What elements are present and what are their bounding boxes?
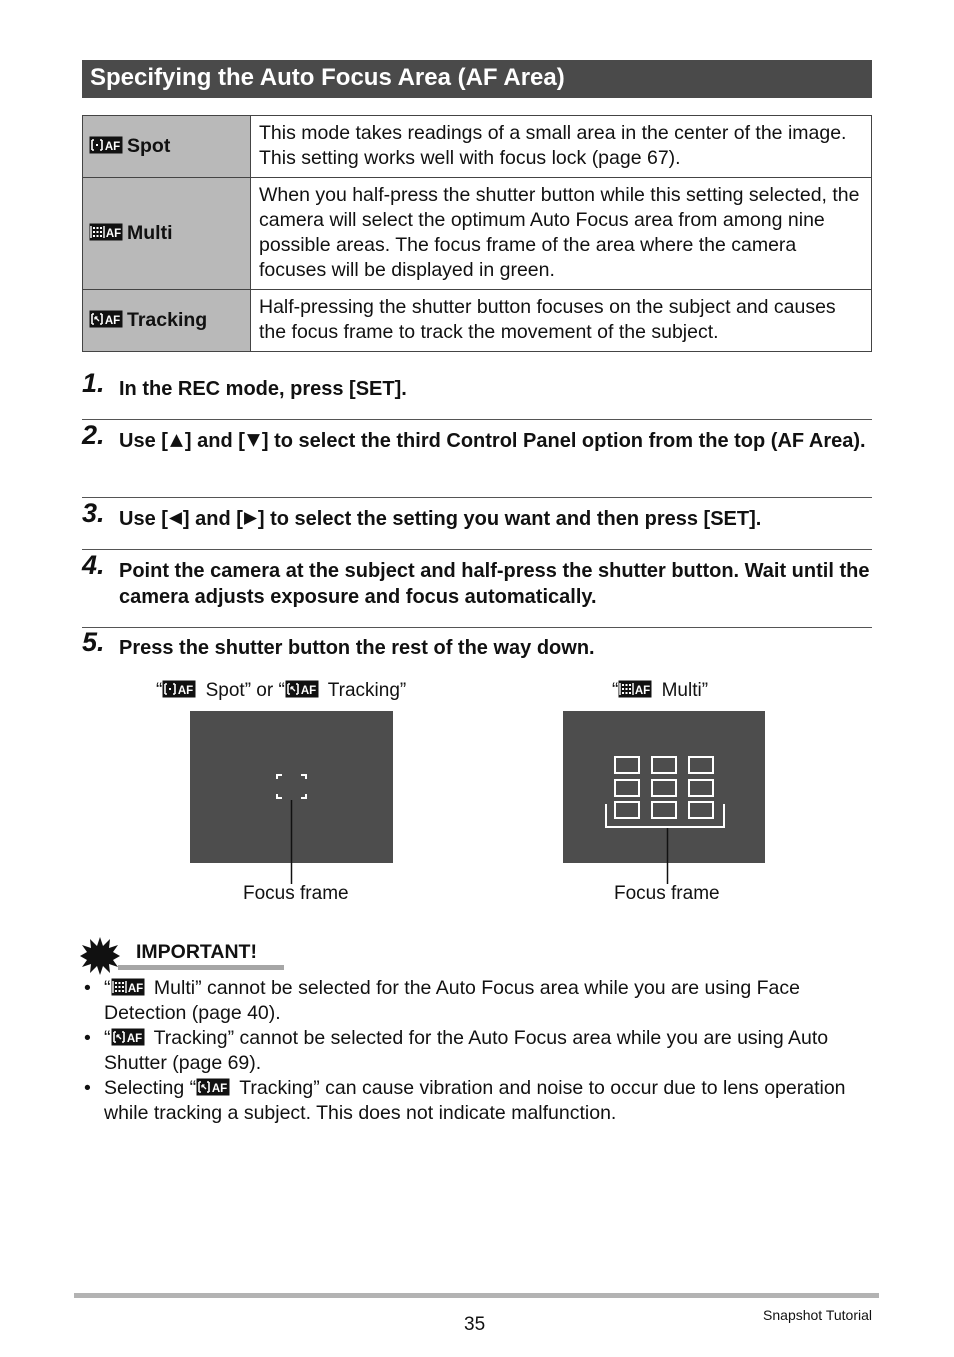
mode-description: When you half-press the shutter button while this setting selected, the camera will select the optimum Auto Focus area from among nine possible areas. The focus frame of the area where the camera focuses will be displayed in green. [251,178,872,290]
mode-description: This mode takes readings of a small area in the center of the image. This setting works well with focus lock (page 67). [251,116,872,178]
focus-frame-label-right: Focus frame [614,883,720,904]
page-title: Specifying the Auto Focus Area (AF Area) [90,64,565,91]
step-text: Point the camera at the subject and half-press the shutter button. Wait until the camera adjusts exposure and focus automatically. [119,560,870,608]
page-number: 35 [464,1314,486,1335]
step-text: Use [ ] and [ ] to select the setting you want and then press [SET]. [119,508,762,530]
step-number: 4. [82,550,105,580]
important-underline [118,965,284,970]
step-text: Press the shutter button the rest of the way down. [119,637,595,659]
figure-caption-right: “ Multi” [612,680,709,701]
list-item: • “ Tracking” cannot be selected for the Auto Focus area while you are using Auto Shutter (page 69). [84,1027,829,1074]
step-text: In the REC mode, press [SET]. [119,378,407,400]
important-list [84,976,874,1126]
mode-label: Multi [127,222,173,244]
mode-label: Tracking [127,309,208,331]
step-number: 2. [82,420,105,450]
figure-caption-left: “ Spot” or “ Tracking” [156,680,407,701]
footer-rule [74,1293,879,1298]
step-number: 5. [82,627,105,657]
af-multi-icon [111,978,145,996]
step-number: 1. [82,368,105,398]
mode-description: Half-pressing the shutter button focuses on the subject and causes the focus frame to track the movement of the subject. [251,290,872,352]
list-item: • “ Multi” cannot be selected for the Auto Focus area while you are using Face Detection (page 40). [84,977,800,1024]
af-tracking-icon [196,1078,230,1096]
mode-label: Spot [127,135,171,157]
af-tracking-icon [111,1028,145,1046]
focus-frame-label-left: Focus frame [243,883,349,904]
list-item: • Selecting “ Tracking” can cause vibration and noise to occur due to lens operation while tracking a subject. This does not indicate malfunction. [84,1077,846,1124]
important-burst-icon [80,936,120,976]
footer-section: Snapshot Tutorial [763,1307,872,1323]
step-text: Use [ ] and [ ] to select the third Control Panel option from the top (AF Area). [119,430,866,452]
step-number: 3. [82,498,105,528]
important-title: IMPORTANT! [136,941,257,963]
